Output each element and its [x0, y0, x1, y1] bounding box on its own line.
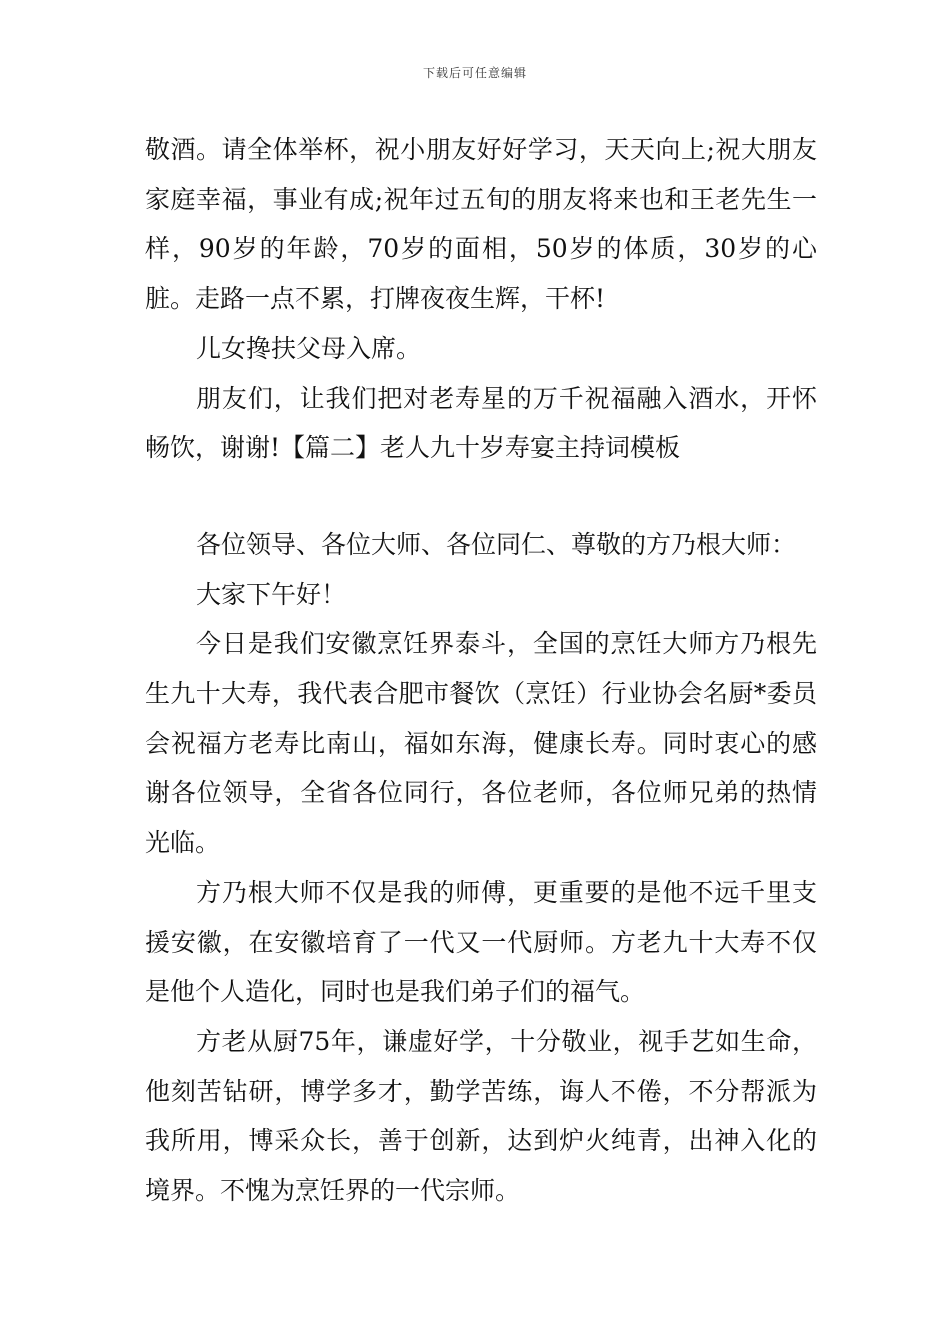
page-header-note: 下载后可任意编辑 — [422, 66, 527, 80]
paragraph-closing-toast: 朋友们，让我们把对老寿星的万千祝福融入酒水，开怀畅饮，谢谢!【篇二】老人九十岁寿宴主持词模板 — [145, 383, 817, 463]
paragraph-greeting: 大家下午好！ — [196, 579, 347, 609]
paragraph-toast-continuation: 敬酒。请全体举杯，祝小朋友好好学习，天天向上;祝大朋友家庭幸福，事业有成;祝年过五旬的朋友将来也和王老先生一样，90岁的年龄，70岁的面相，50岁的体质，30岁的心脏。走路一点不累，打牌夜夜生辉，干杯! — [145, 135, 817, 314]
paragraph-birthday-intro: 今日是我们安徽烹饪界泰斗，全国的烹饪大师方乃根先生九十大寿，我代表合肥市餐饮（烹饪）行业协会名厨*委员会祝福方老寿比南山，福如东海，健康长寿。同时衷心的感谢各位领导，全省各位同行，各位老师，各位师兄弟的热情光临。 — [145, 629, 817, 858]
paragraph-salutation: 各位领导、各位大师、各位同仁、尊敬的方乃根大师： — [196, 529, 797, 559]
paragraph-children-seat-parents: 儿女搀扶父母入席。 — [196, 333, 422, 363]
paragraph-career-praise: 方老从厨75年，谦虚好学，十分敬业，视手艺如生命，他刻苦钻研，博学多才，勤学苦练，诲人不倦，不分帮派为我所用，博采众长，善于创新，达到炉火纯青，出神入化的境界。不愧为烹饪界的一代宗师。 — [145, 1026, 817, 1206]
paragraph-master-tribute: 方乃根大师不仅是我的师傅，更重要的是他不远千里支援安徽，在安徽培育了一代又一代厨师。方老九十大寿不仅是他个人造化，同时也是我们弟子们的福气。 — [145, 877, 817, 1007]
paragraph-spacer — [145, 473, 817, 520]
document-body — [145, 125, 817, 1216]
